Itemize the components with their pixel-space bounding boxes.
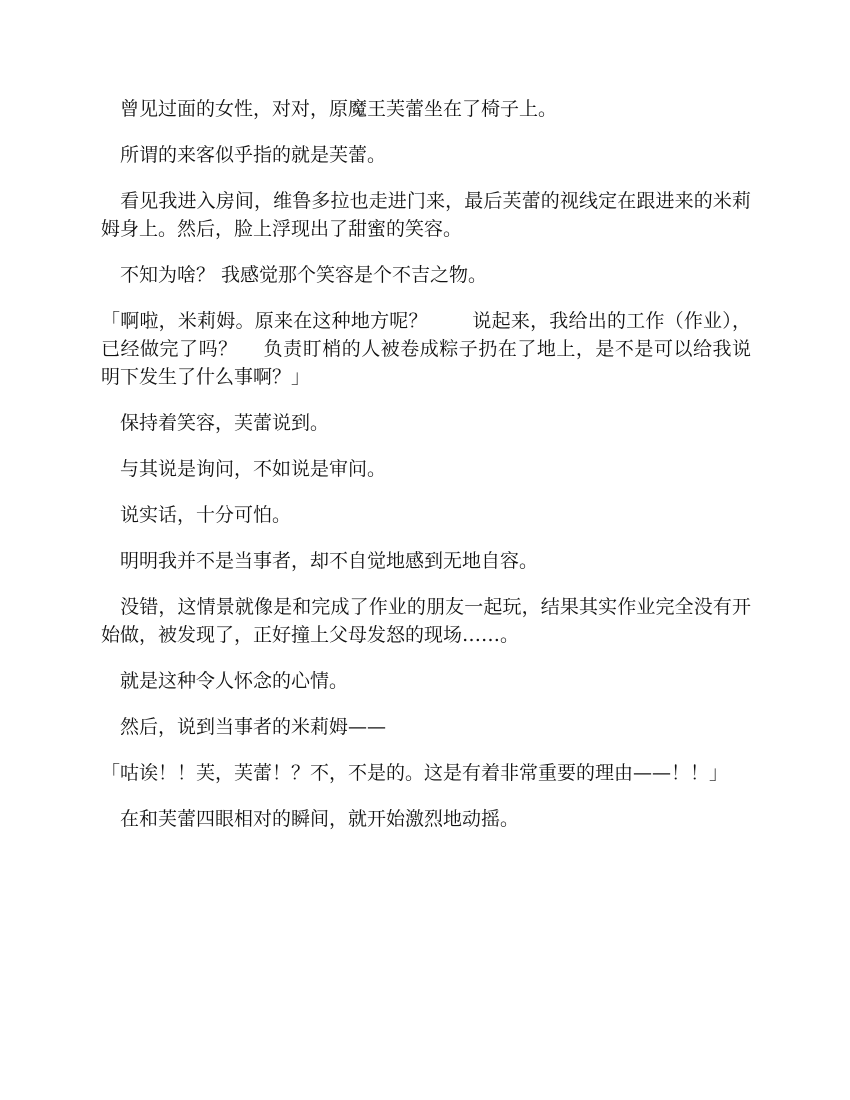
document-body bbox=[101, 95, 751, 851]
paragraph: 曾见过面的女性，对对，原魔王芙蕾坐在了椅子上。 bbox=[101, 98, 558, 120]
paragraph: 没错，这情景就像是和完成了作业的朋友一起玩，结果其实作业完全没有开始做，被发现了，正好撞上父母发怒的现场……。 bbox=[101, 596, 751, 646]
paragraph: 在和芙蕾四眼相对的瞬间，就开始激烈地动摇。 bbox=[101, 808, 520, 830]
paragraph: 明明我并不是当事者，却不自觉地感到无地自容。 bbox=[101, 550, 539, 572]
paragraph: 看见我进入房间，维鲁多拉也走进门来，最后芙蕾的视线定在跟进来的米莉姆身上。然后，脸上浮现出了甜蜜的笑容。 bbox=[101, 190, 751, 240]
paragraph: 所谓的来客似乎指的就是芙蕾。 bbox=[101, 144, 387, 166]
dialogue-paragraph: 「咕诶！！芙，芙蕾！？不，不是的。这是有着非常重要的理由——！！」 bbox=[101, 762, 729, 784]
paragraph: 保持着笑容，芙蕾说到。 bbox=[101, 412, 330, 434]
paragraph: 与其说是询问，不如说是审问。 bbox=[101, 458, 387, 480]
paragraph: 不知为啥？ 我感觉那个笑容是个不吉之物。 bbox=[101, 264, 488, 286]
dialogue-paragraph: 「啊啦，米莉姆。原来在这种地方呢？ 说起来，我给出的工作（作业），已经做完了吗？ 负责盯梢的人被卷成粽子扔在了地上，是不是可以给我说明下发生了什么事啊？」 bbox=[101, 310, 751, 388]
paragraph: 就是这种令人怀念的心情。 bbox=[101, 670, 349, 692]
paragraph: 然后，说到当事者的米莉姆—— bbox=[101, 716, 387, 738]
paragraph: 说实话，十分可怕。 bbox=[101, 504, 292, 526]
